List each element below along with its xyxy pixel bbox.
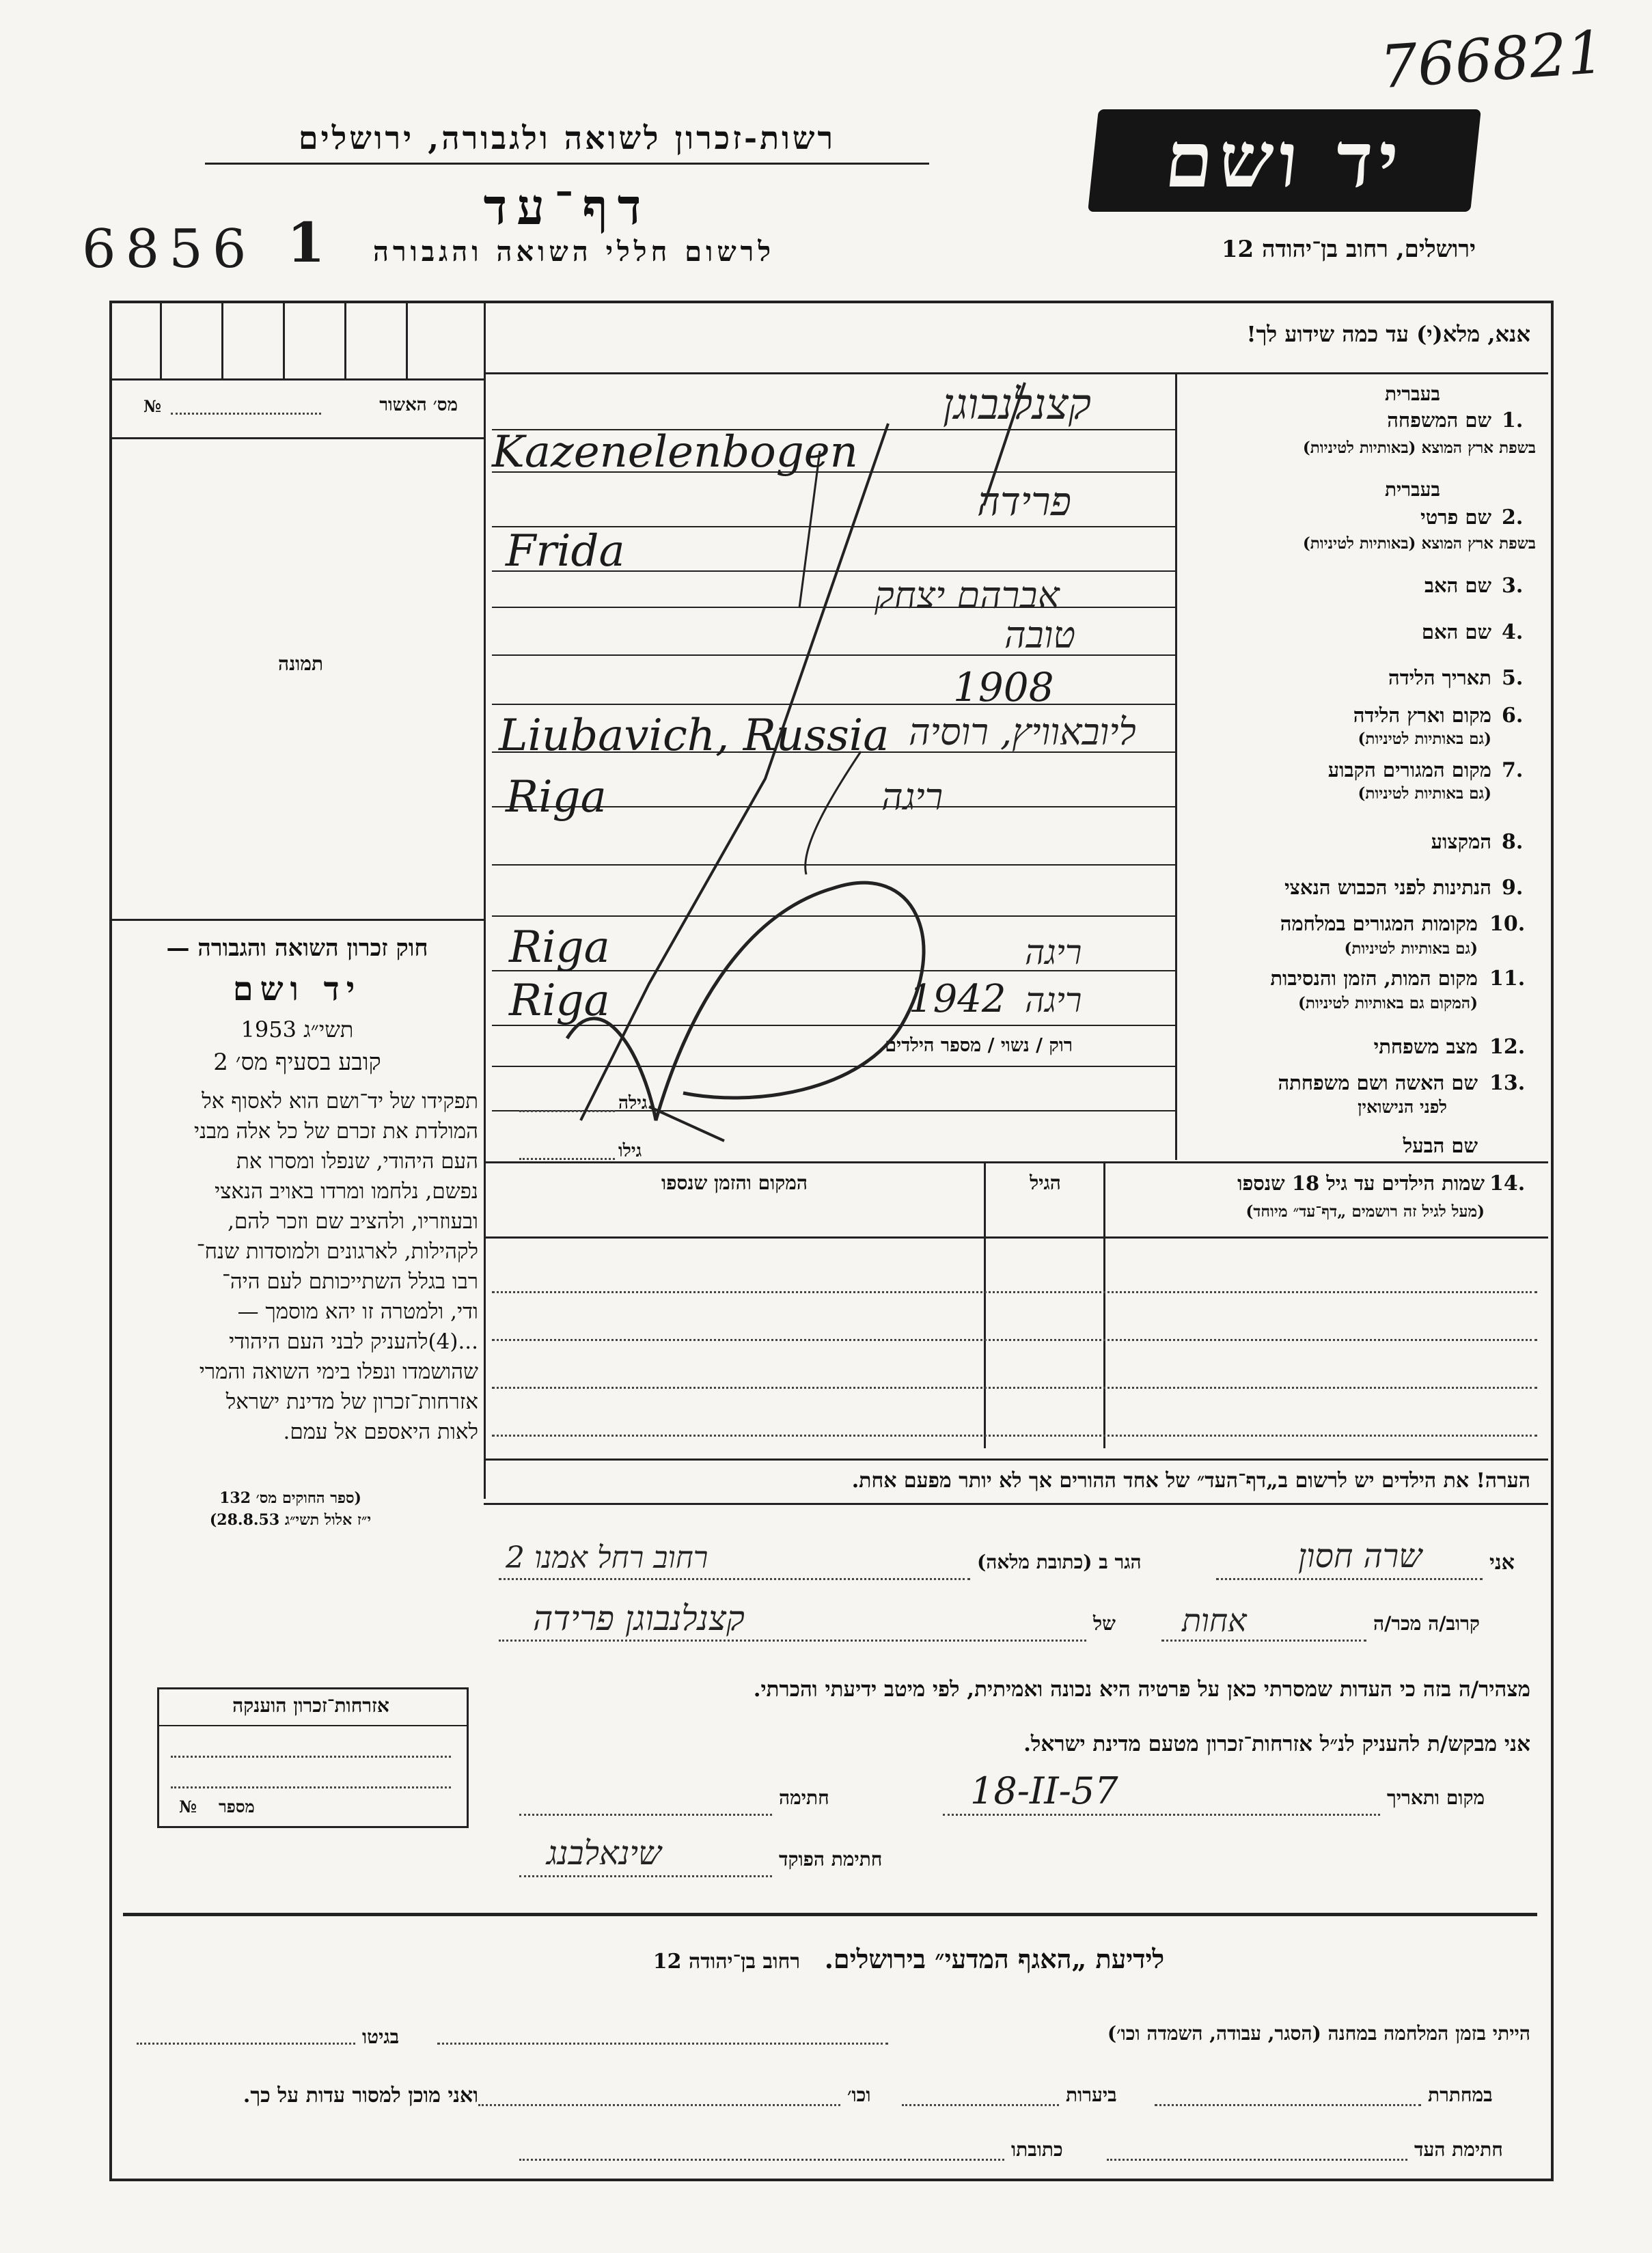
law-line: רבו בגלל השתייכותם לעם היה־: [221, 1269, 478, 1294]
field-7-value-he[interactable]: ריגה: [881, 775, 944, 818]
decl-resides-label: הגר ב (כתובת מלאה): [977, 1551, 1142, 1573]
memorial-box-title: אזרחות־זכרון הוענקה: [232, 1694, 389, 1717]
field-9-label: הנתינות לפני הכבוש הנאצי: [1284, 876, 1491, 899]
decl-i-value[interactable]: שרה חסון: [1298, 1537, 1422, 1575]
bottom-line2-c: וכו׳: [847, 2084, 871, 2106]
decl-of-value[interactable]: קצנלנבוגן פרידה: [533, 1599, 745, 1638]
bottom-line1-b: בגיטו: [362, 2026, 400, 2048]
note-text: הערה! את הילדים יש לרשום ב„דף־העד״ של אחד ההורים אך לא יותר מפעם אחת.: [851, 1469, 1530, 1493]
field-8-num: 8.: [1502, 830, 1524, 854]
approval-no: №: [143, 396, 162, 416]
law-name: יד ושם: [232, 970, 362, 1008]
field-11-value-lat[interactable]: Riga: [509, 976, 610, 1026]
stamp-mark: 1: [287, 210, 325, 275]
age-label-2: גילו: [618, 1141, 642, 1161]
form-title: דף־עד: [483, 178, 651, 236]
law-line: תפקידו של יד־ושם הוא לאסוף אל: [202, 1089, 478, 1114]
col-place-header: המקום והזמן שנספו: [661, 1172, 808, 1194]
bottom-line3-b: כתובתו: [1011, 2138, 1063, 2161]
field-13-num: 13.: [1489, 1071, 1526, 1095]
law-line: ודי, ולמטרה זו יהא מוסמך —: [237, 1299, 478, 1324]
memorial-box-no-label: מספר: [219, 1797, 255, 1816]
approval-label: מס׳ האשור: [379, 395, 458, 415]
law-text: [116, 1086, 478, 1447]
page-number: 6856: [82, 219, 256, 280]
law-year: תשי״ג 1953: [240, 1017, 354, 1042]
law-line: לאות היאספם אל עמם.: [283, 1420, 478, 1444]
field-1-value-he[interactable]: קצנלנבוגן: [943, 379, 1091, 429]
decl-relation-value[interactable]: אחות: [1182, 1602, 1247, 1639]
field-6-label: מקום וארץ הלידה: [1353, 704, 1491, 727]
field-11-label: מקום המות, הזמן והנסיבות: [1270, 967, 1478, 990]
law-section: קובע בסעיף מס׳ 2: [213, 1049, 381, 1076]
decl-of-label: של: [1093, 1612, 1116, 1635]
field-12-num: 12.: [1489, 1035, 1526, 1059]
field-6-sub: (גם באותיות לטיניות): [1358, 730, 1491, 748]
field-13-sub: לפני הנישואין: [1358, 1097, 1447, 1117]
law-line: ...(4)להעניק לבני העם היהודי: [229, 1329, 478, 1354]
law-line: שהושמדו ונפלו בימי השואה והמרי: [199, 1359, 478, 1384]
husband-label: שם הבעל: [1403, 1134, 1478, 1157]
authority-underline: [205, 163, 929, 165]
signature-line[interactable]: [519, 1814, 772, 1816]
law-title: חוק זכרון השואה והגבורה —: [166, 935, 428, 962]
field-7-value-lat[interactable]: Riga: [506, 772, 607, 823]
bottom-heading-addr: רחוב בן־יהודה 12: [652, 1950, 801, 1974]
field-5-label: תאריך הלידה: [1388, 666, 1491, 689]
law-line: העם היהודי, שנפלו ומסרו את: [236, 1149, 478, 1174]
field-10-num: 10.: [1489, 912, 1526, 936]
field-3-label: שם האב: [1424, 574, 1491, 597]
bottom-heading: [533, 1944, 1284, 1975]
hebrew-label-1: בעברית: [1384, 383, 1440, 405]
law-line: המולדת את זכרם של כל אלה מבני: [193, 1119, 478, 1144]
field-11-sub: (המקום גם באותיות לטיניות): [1298, 994, 1478, 1012]
children-num: 14.: [1489, 1172, 1526, 1195]
field-11-year[interactable]: 1942: [909, 977, 1006, 1021]
field-4-num: 4.: [1502, 620, 1524, 644]
field-2-label: שם פרטי: [1420, 506, 1491, 529]
field-10-value-he[interactable]: ריגה: [1025, 932, 1082, 972]
field-2-num: 2.: [1502, 506, 1524, 529]
instruction: אנא, מלא(י) עד כמה שידוע לך!: [1246, 321, 1530, 347]
field-6-value-lat[interactable]: Liubavich, Russia: [499, 710, 890, 761]
field-9-num: 9.: [1502, 876, 1524, 900]
decl-officer-label: חתימת הפוקד: [779, 1848, 883, 1870]
decl-relation-label: קרוב/ה מכר/ה: [1373, 1612, 1480, 1635]
field-8-label: המקצוע: [1431, 830, 1491, 853]
children-subtitle: (מעל לגיל זה רושמים „דף־עד״ מיוחד): [1245, 1202, 1485, 1221]
field-2-value-lat[interactable]: Frida: [506, 526, 625, 577]
decl-statement-1: מצהיר/ה בזה כי העדות שמסרתי כאן על פרטיה היא נכונה ואמיתית, לפי מיטב ידיעתי והכרתי.: [753, 1677, 1530, 1702]
field-11-value-he[interactable]: ריגה: [1025, 980, 1082, 1020]
decl-date-value[interactable]: 18-II-57: [970, 1769, 1118, 1812]
field-12-label: מצב משפחתי: [1373, 1035, 1478, 1058]
law-ref-2: י״ז אלול תשי״ג 28.8.53): [209, 1511, 372, 1529]
left-top-boxes: [112, 303, 484, 378]
decl-signature-label: חתימה: [779, 1786, 829, 1809]
field-1-value-lat[interactable]: Kazenelenbogen: [492, 427, 858, 478]
field-1-num: 1.: [1502, 409, 1524, 432]
law-line: אזרחות־זכרון של מדינת ישראל: [225, 1390, 478, 1414]
field-2-sub: בשפת ארץ המוצא (באותיות לטיניות): [1302, 534, 1536, 553]
children-title: שמות הילדים עד גיל 18 שנספו: [1237, 1172, 1485, 1195]
photo-label: תמונה: [277, 652, 324, 675]
field-4-value[interactable]: טובה: [1004, 613, 1076, 656]
bottom-line2-b: ביערות: [1066, 2084, 1117, 2106]
logo-text: יד ושם: [1161, 115, 1408, 205]
bottom-heading-main: לידיעת „האגף המדעי״ בירושלים.: [824, 1944, 1165, 1974]
handwritten-strokes: [478, 369, 1230, 1189]
field-5-value[interactable]: 1908: [953, 664, 1054, 710]
bottom-line3-a: חתימת העד: [1414, 2138, 1503, 2161]
bottom-line2-d: ואני מוכן למסור עדות על כך.: [243, 2084, 478, 2107]
field-6-value-he[interactable]: ליובאוויץ, רוסיה: [909, 710, 1136, 754]
decl-officer-value[interactable]: שינאלבנג: [547, 1834, 662, 1872]
field-10-label: מקומות המגורים במלחמה: [1280, 912, 1478, 935]
field-7-sub: (גם באותיות לטיניות): [1358, 784, 1491, 803]
age-label-1: גילה: [618, 1093, 648, 1114]
bottom-line2-a: במחתרת: [1428, 2084, 1493, 2106]
decl-resides-value[interactable]: רחוב רחל אמנו 2: [506, 1540, 708, 1575]
yad-vashem-logo: [1088, 109, 1481, 212]
field-2-value-he[interactable]: פרידה: [977, 478, 1072, 525]
law-line: נפשם, נלחמו ומרדו באויב הנאצי: [215, 1179, 478, 1204]
decl-place-date-label: מקום ותאריך: [1387, 1786, 1485, 1809]
memorial-box-no: №: [179, 1797, 197, 1816]
field-1-label: שם המשפחה: [1387, 409, 1491, 432]
decl-i-label: אני: [1489, 1551, 1515, 1575]
field-7-label: מקום המגורים הקבוע: [1327, 758, 1491, 782]
field-10-sub: (גם באותיות לטיניות): [1344, 939, 1478, 958]
field-6-num: 6.: [1502, 704, 1524, 728]
decl-statement-2: אני מבקש/ת להעניק לנ״ל אזרחות־זכרון מטעם מדינת ישראל.: [1023, 1732, 1530, 1756]
field-10-value-lat[interactable]: Riga: [509, 922, 610, 973]
field-1-sub: בשפת ארץ המוצא (באותיות לטיניות): [1302, 439, 1536, 457]
field-13-label: שם האשה ושם משפחתה: [1278, 1071, 1478, 1094]
bottom-line1-a: הייתי בזמן המלחמה במחנה (הסגר, עבודה, השמדה וכו׳): [1107, 2022, 1530, 2045]
address: ירושלים, רחוב בן־יהודה 12: [1221, 236, 1476, 263]
authority-title: רשות-זכרון לשואה ולגבורה, ירושלים: [298, 120, 836, 156]
field-3-value[interactable]: אברהם יצחק: [875, 574, 1060, 617]
archive-number: 766821: [1377, 18, 1607, 102]
form-purpose: לרשום חללי השואה והגבורה: [372, 236, 775, 268]
law-ref-1: (ספר החוקים מס׳ 132: [219, 1489, 361, 1507]
field-12-options: רוק / נשוי / מספר הילדים: [885, 1035, 1073, 1056]
col-age-header: הגיל: [1030, 1172, 1061, 1194]
law-line: ובעוזריו, ולהציב שם וזכר להם,: [228, 1209, 478, 1234]
field-7-num: 7.: [1502, 758, 1524, 782]
field-5-num: 5.: [1502, 666, 1524, 690]
hebrew-label-2: בעברית: [1384, 478, 1440, 501]
field-3-num: 3.: [1502, 574, 1524, 598]
field-4-label: שם האם: [1421, 620, 1491, 644]
field-11-num: 11.: [1489, 967, 1526, 991]
law-line: לקהילות, לארגונים ולמוסדות שנח־: [196, 1239, 478, 1264]
